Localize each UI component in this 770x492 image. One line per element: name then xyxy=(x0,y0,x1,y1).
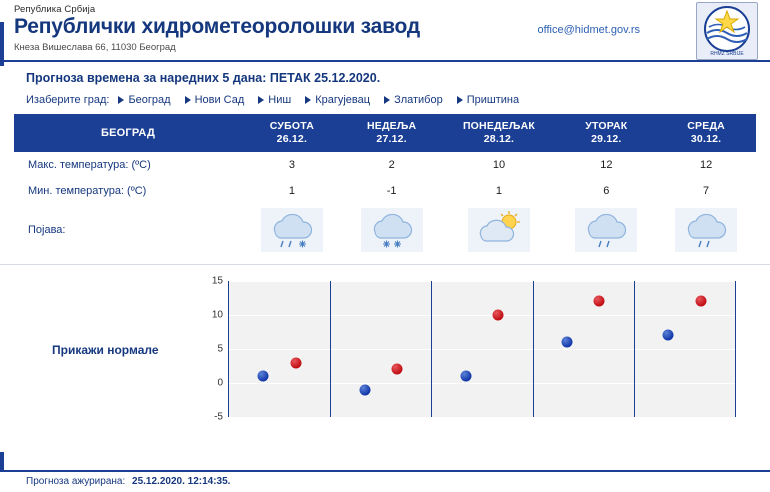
city-link-kragujevac[interactable] xyxy=(305,94,370,106)
day-date: 30.12. xyxy=(690,133,722,145)
chart-day-separator xyxy=(330,281,331,417)
city-label: Београд xyxy=(128,94,171,106)
min-temp-point xyxy=(663,330,674,341)
cell-symbol-3 xyxy=(442,204,557,258)
contact-email-link[interactable]: office@hidmet.gov.rs xyxy=(537,24,640,36)
city-link-nis[interactable] xyxy=(258,94,291,106)
day-date: 28.12. xyxy=(483,133,515,145)
max-temp-point xyxy=(493,310,504,321)
day-date: 27.12. xyxy=(376,133,407,145)
chart-y-tick-label: -5 xyxy=(214,411,223,423)
cell-max-5: 12 xyxy=(656,152,756,178)
table-header xyxy=(14,114,756,152)
triangle-right-icon xyxy=(384,96,390,104)
cell-min-5: 7 xyxy=(656,178,756,204)
chart-plot-area xyxy=(211,275,736,423)
weather-svg xyxy=(675,208,737,252)
city-label: Крагујевац xyxy=(315,94,371,106)
cell-min-3: 1 xyxy=(442,178,557,204)
min-temp-point xyxy=(460,371,471,382)
row-label: Мин. температура: (ºC) xyxy=(14,178,242,204)
table-row-phenomena xyxy=(14,204,756,258)
city-label: Ниш xyxy=(268,94,292,106)
city-chooser-label: Изаберите град: xyxy=(26,94,110,106)
table-col-header-1 xyxy=(242,114,342,152)
cell-symbol-4 xyxy=(556,204,656,258)
weather-svg xyxy=(575,208,637,252)
chart-day-separator xyxy=(533,281,534,417)
table-col-header-4 xyxy=(556,114,656,152)
triangle-right-icon xyxy=(118,96,124,104)
city-link-zlatibor[interactable] xyxy=(384,94,443,106)
min-temp-point xyxy=(562,337,573,348)
updated-info xyxy=(26,472,770,492)
city-label: Златибор xyxy=(394,94,443,106)
cell-min-4: 6 xyxy=(556,178,656,204)
chart-day-separator xyxy=(431,281,432,417)
chart-gridline xyxy=(229,281,735,282)
chart-day-separator xyxy=(634,281,635,417)
min-temp-point xyxy=(359,384,370,395)
table-col-header-2 xyxy=(342,114,442,152)
cloud-snow-icon xyxy=(361,208,423,252)
site-header xyxy=(0,0,770,62)
table-row-max-temp xyxy=(14,152,756,178)
day-name: ПОНЕДЕЉАК xyxy=(462,120,535,132)
triangle-right-icon xyxy=(258,96,264,104)
cell-symbol-2 xyxy=(342,204,442,258)
min-temp-point xyxy=(258,371,269,382)
city-chooser xyxy=(26,94,770,106)
chart-gridline xyxy=(229,349,735,350)
svg-text:RHMZ SRBIJE: RHMZ SRBIJE xyxy=(710,51,744,57)
cell-max-2: 2 xyxy=(342,152,442,178)
institute-seal-logo-icon xyxy=(696,2,758,60)
max-temp-point xyxy=(695,296,706,307)
chart-y-tick-label: 10 xyxy=(211,309,223,321)
max-temp-point xyxy=(594,296,605,307)
triangle-right-icon xyxy=(305,96,311,104)
updated-value: 25.12.2020. 12:14:35. xyxy=(132,476,231,487)
cell-symbol-1 xyxy=(242,204,342,258)
sun-behind-cloud-icon xyxy=(468,208,530,252)
cell-min-2: -1 xyxy=(342,178,442,204)
day-name: НЕДЕЉА xyxy=(366,120,417,132)
city-link-pristina[interactable] xyxy=(457,94,519,106)
table-col-header-5 xyxy=(656,114,756,152)
page-footer xyxy=(0,470,770,492)
table-col-header-3 xyxy=(442,114,557,152)
max-temp-point xyxy=(290,357,301,368)
updated-label: Прогноза ажурирана: xyxy=(26,476,126,487)
chart-gridline xyxy=(229,315,735,316)
day-name: СРЕДА xyxy=(687,120,725,132)
city-link-novi-sad[interactable] xyxy=(185,94,245,106)
row-label: Макс. температура: (ºC) xyxy=(14,152,242,178)
country-label: Република Србија xyxy=(14,4,96,15)
table-body xyxy=(14,152,756,258)
forecast-heading: Прогноза времена за наредних 5 дана: ПЕТАК 25.12.2020. xyxy=(26,71,381,85)
logo-svg xyxy=(697,3,757,59)
cell-max-4: 12 xyxy=(556,152,656,178)
cell-max-3: 10 xyxy=(442,152,557,178)
address-line: Кнеза Вишеслава 66, 11030 Београд xyxy=(14,42,176,53)
cell-symbol-5 xyxy=(656,204,756,258)
chart-gridline xyxy=(229,383,735,384)
temperature-chart xyxy=(0,264,770,436)
weather-svg xyxy=(468,208,530,252)
table-row-min-temp xyxy=(14,178,756,204)
table-city-header: БЕОГРАД xyxy=(14,114,242,152)
weather-svg xyxy=(361,208,423,252)
day-date: 26.12. xyxy=(276,133,308,145)
row-label: Појава: xyxy=(14,204,242,258)
city-link-beograd[interactable] xyxy=(118,94,170,106)
page-title: Републички хидрометеоролошки завод xyxy=(14,15,421,38)
chart-gridline xyxy=(229,417,735,418)
day-name: СУБОТА xyxy=(269,120,314,132)
day-date: 29.12. xyxy=(591,133,622,145)
weather-svg xyxy=(261,208,323,252)
forecast-table xyxy=(14,114,756,258)
city-label: Нови Сад xyxy=(194,94,245,106)
chart-y-tick-label: 5 xyxy=(217,343,223,355)
chart-y-tick-label: 0 xyxy=(217,377,223,389)
chart-y-tick-label: 15 xyxy=(211,275,223,287)
show-normals-link[interactable]: Прикажи нормале xyxy=(52,343,159,357)
city-label: Приштина xyxy=(466,94,520,106)
max-temp-point xyxy=(391,364,402,375)
triangle-right-icon xyxy=(457,96,463,104)
table-header-row xyxy=(14,114,756,152)
triangle-right-icon xyxy=(185,96,191,104)
cloud-drizzle-icon xyxy=(575,208,637,252)
day-name: УТОРАК xyxy=(585,120,628,132)
cell-min-1: 1 xyxy=(242,178,342,204)
cell-max-1: 3 xyxy=(242,152,342,178)
cloud-drizzle-icon xyxy=(675,208,737,252)
cloud-rain-snow-icon xyxy=(261,208,323,252)
